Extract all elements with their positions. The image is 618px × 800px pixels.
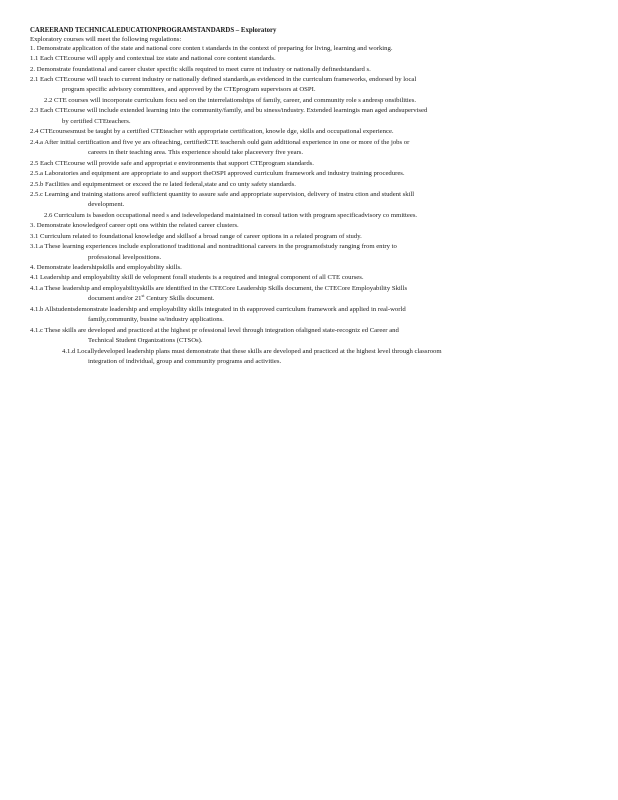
- standard-4-1-c-cont: Technical Student Organizations (CTSOs).: [88, 337, 203, 344]
- standard-3-1-a: 3.1.a These learning experiences include explorationof traditional and nontraditional careers in the programofstudy ranging from entry to: [30, 243, 397, 250]
- standard-2-3: 2.3 Each CTEcourse will include extended learning into the community/family, and bu siness/industry. Extended learningis man aged andsupervised: [30, 107, 428, 114]
- standard-4-1-b: 4.1.b Allstudentsdemonstrate leadership and employability skills integrated in th eapproved curriculum framework and applied in real-world: [30, 306, 406, 313]
- standard-4-1-b-cont: family,community, busine ss/industry applications.: [88, 316, 224, 323]
- standard-2-6: 2.6 Curriculum is basedon occupational need s and isdevelopedand maintained in consul tation with program specificadvisory co mmittees.: [44, 212, 418, 219]
- standard-4-1-c: 4.1.c These skills are developed and practiced at the highest pr ofessional level through integration ofaligned state-recogniz ed Career and: [30, 327, 399, 334]
- intro-text: Exploratory courses will meet the following regulations:: [30, 36, 182, 43]
- standard-4-1: 4.1 Leadership and employability skill de velopment forall students is a required and integral component of all CTE courses.: [30, 274, 364, 281]
- standard-4-1-d-cont: integration of individual, group and community programs and activities.: [88, 358, 282, 365]
- standard-3-1: 3.1 Curriculum related to foundational knowledge and skillsof a broad range of career options in a related program of study.: [30, 233, 362, 240]
- standard-2-4-a: 2.4.a After initial certification and five ye ars ofteaching, certifiedCTE teachersh ould gain additional experience in one or more of the jobs or: [30, 139, 410, 146]
- standard-2-2: 2.2 CTE courses will incorporate curriculum focu sed on the interrelationships of family, career, and community role s andresp onsibilities.: [44, 97, 417, 104]
- standard-4-1-a-cont: [88, 292, 215, 303]
- standard-2-1: 2.1 Each CTEcourse will teach to current industry or nationally defined standards,as evidenced in the curriculum frameworks, endorsed by local: [30, 76, 417, 83]
- standard-2-5-b: 2.5.b Facilities and equipmentmeet or exceed the re lated federal,state and co unty safety standards.: [30, 181, 296, 188]
- standard-2-5-c-cont: development.: [88, 201, 125, 208]
- text-21: document and/or 21: [88, 295, 142, 302]
- standard-3-1-a-cont: professional levelpositions.: [88, 254, 162, 261]
- standard-2-4: 2.4 CTEcoursesmust be taught by a certified CTEteacher with appropriate certification, knowle dge, skills and occupational experience.: [30, 128, 394, 135]
- standard-4: 4. Demonstrate leadershipskills and employability skills.: [30, 264, 182, 271]
- standard-2-5: 2.5 Each CTEcourse will provide safe and appropriat e environments that support CTEprogram standards.: [30, 160, 314, 167]
- standard-1-1: 1.1 Each CTEcourse will apply and contextual ize state and national core content standards.: [30, 55, 276, 62]
- standard-2-4-a-cont: careers in their teaching area. This experience should take placeevery five years.: [88, 149, 304, 156]
- standard-2: 2. Demonstrate foundational and career cluster specific skills required to meet curre nt industry or nationally definedstandard s.: [30, 66, 371, 73]
- standard-2-5-c: 2.5.c Learning and training stations areof sufficient quantity to assure safe and appropriate supervision, delivery of instru ction and student skill: [30, 191, 415, 198]
- text-century-skills: Century Skills document.: [144, 295, 215, 302]
- standard-3: 3. Demonstrate knowledgeof career opti ons within the related career clusters.: [30, 222, 239, 229]
- standard-2-5-a: 2.5.a Laboratories and equipment are appropriate to and support theOSPI approved curriculum framework and industry training procedures.: [30, 170, 405, 177]
- superscript-st: st: [141, 292, 145, 298]
- standard-4-1-a: 4.1.a These leadership and employabilityskills are identified in the CTECore Leadership Skills document, the CTECore Employability Skills: [30, 285, 408, 292]
- standard-1: 1. Demonstrate application of the state and national core conten t standards in the context of preparing for living, learning and working.: [30, 45, 393, 52]
- document-title: CAREERAND TECHNICALEDUCATIONPROGRAMSTANDARDS – Exploratory: [30, 27, 277, 34]
- standard-2-3-cont: by certified CTEteachers.: [62, 118, 131, 125]
- standard-4-1-d: 4.1.d Locallydeveloped leadership plans must demonstrate that these skills are developed and practiced at the highest level through classroom: [62, 348, 442, 355]
- standard-2-1-cont: program specific advisory committees, and approved by the CTEprogram supervisors at OSPI.: [62, 86, 316, 93]
